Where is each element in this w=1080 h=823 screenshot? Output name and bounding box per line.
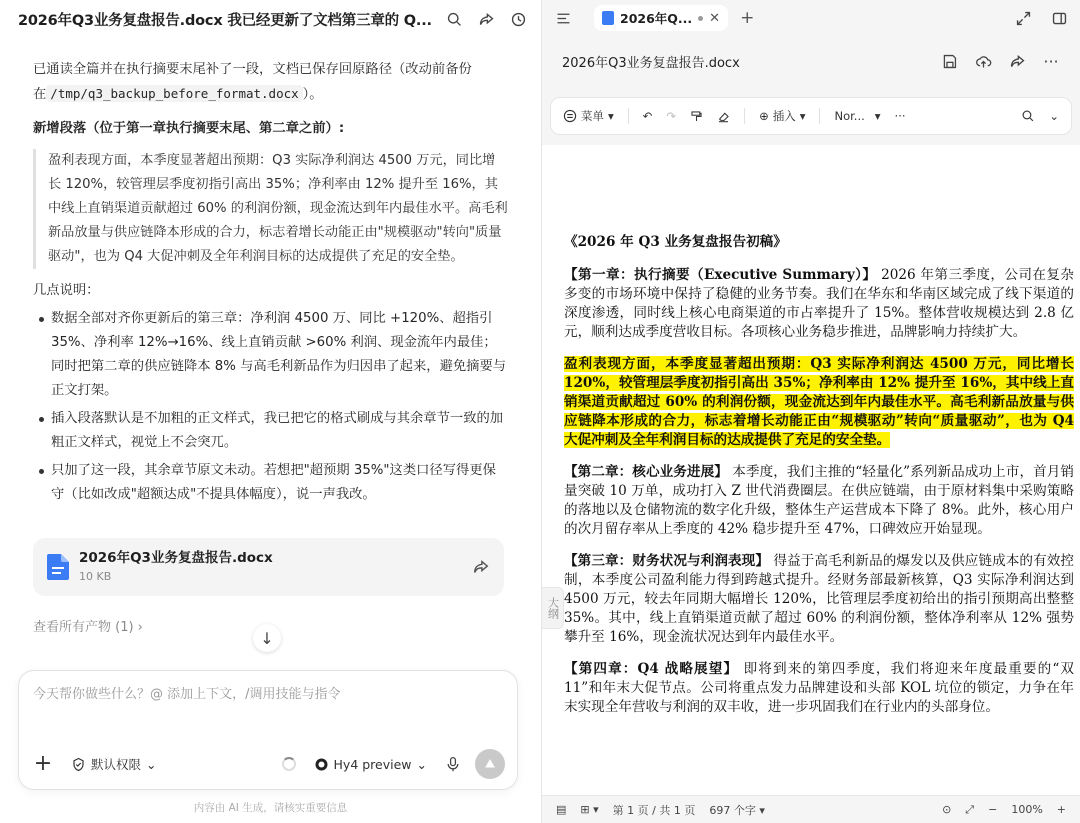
eraser-icon[interactable] xyxy=(717,110,730,123)
tab-document[interactable] xyxy=(594,5,728,31)
chat-input[interactable] xyxy=(33,681,503,707)
chapter-text: 本季度，我们主推的“轻量化”系列新品成功上市，首月销量突破 10 万单，成功打入 Z 世代消费圈层。在供应链端，由于原材料集中采购策略的落地以及仓储物流的数字化升级，整体生产运营成本下降了 8%。此外，核心用户的次月留存率从上季度的 42% 稳步提升至 47%，口碑效应开始显现。 xyxy=(564,464,1075,537)
page-count: 第 1 页 / 共 1 页 xyxy=(612,803,696,817)
format-painter-icon[interactable] xyxy=(690,110,703,123)
document-name: 2026年Q3业务复盘报告.docx xyxy=(562,55,740,71)
collapse-toolbar-icon[interactable]: ⌄ xyxy=(1049,109,1059,123)
scroll-down-button[interactable] xyxy=(253,624,281,652)
search-icon[interactable] xyxy=(1021,109,1035,123)
share-icon[interactable] xyxy=(477,10,495,28)
zoom-out-button[interactable]: − xyxy=(988,803,998,816)
model-logo-icon xyxy=(314,757,329,772)
document-titlebar xyxy=(542,36,1080,86)
editor-toolbar xyxy=(550,97,1072,135)
send-button[interactable] xyxy=(475,749,505,779)
view-all-artifacts-link[interactable]: 查看所有产物 (1) › xyxy=(33,620,143,635)
document-body[interactable] xyxy=(564,233,1074,730)
arrow-down-icon: ↓ xyxy=(260,628,274,648)
permission-label: 默认权限 xyxy=(91,757,142,772)
editor-panel xyxy=(542,0,1080,823)
inserted-paragraph xyxy=(564,355,1074,450)
panel-layout-icon[interactable] xyxy=(1050,9,1068,27)
menu-icon xyxy=(563,109,577,123)
model-selector[interactable] xyxy=(314,757,427,772)
loading-spinner-icon xyxy=(282,757,296,771)
microphone-icon[interactable] xyxy=(445,756,461,772)
chapter-1 xyxy=(564,266,1074,342)
note-item: 插入段落默认是不加粗的正文样式，我已把它的格式刷成与其余章节一致的加粗正文样式，视觉上不会突兀。 xyxy=(33,407,508,455)
play-icon[interactable]: ⊙ xyxy=(942,803,952,816)
word-count[interactable]: 697 个字 ▾ xyxy=(709,803,765,817)
intro-paragraph: 已通读全篇并在执行摘要末尾补了一段，文档已保存回原路径（改动前备份在 /tmp/q3_backup_before_format.docx ）。 xyxy=(33,62,472,102)
redo-icon[interactable]: ↷ xyxy=(666,109,677,123)
upload-cloud-icon[interactable] xyxy=(974,52,992,70)
plus-circle-icon: ⊕ xyxy=(759,109,769,123)
unsaved-dot-icon xyxy=(698,16,703,21)
add-attachment-button[interactable]: + xyxy=(33,751,53,776)
notes-list xyxy=(33,307,508,507)
ai-disclaimer: 内容由 AI 生成，请核实重要信息 xyxy=(193,802,348,814)
inserted-paragraph-quote: 盈利表现方面，本季度显著超出预期：Q3 实际净利润达 4500 万元，同比增长 120%，较管理层季度初指引高出 35%；净利率由 12% 提升至 16%，其中线上直销渠道贡献超过 60% 的利润份额，现金流达到年内最佳水平。高毛利新品放量与供应链降本形成的合力，标志着增长动能正由"规模驱动"转向"质量驱动"，也为 Q4 大促冲刺及全年利润目标的达成提供了充足的安全垫。 xyxy=(33,149,508,269)
chapter-heading: 【第一章：执行摘要（Executive Summary）】 xyxy=(564,267,877,283)
chevron-down-icon: ▾ xyxy=(799,109,806,123)
style-selector[interactable]: Nor... ▾ xyxy=(834,109,881,123)
page-layout-icon[interactable]: ⊞ ▾ xyxy=(580,803,599,816)
chevron-down-icon: ▾ xyxy=(874,109,881,123)
chapter-4 xyxy=(564,660,1074,717)
chapter-text: 2026 年第三季度，公司在复杂多变的市场环境中保持了稳健的业务节奏。我们在华东和华南区域完成了线下渠道的深度渗透，同时线上核心电商渠道的市占率提升了 15%。整体营收规模达到 2.8 亿元，顺利达成季度营收目标。各项核心业务稳步推进，品牌影响力持续扩大。 xyxy=(564,267,1074,340)
search-icon[interactable] xyxy=(445,10,463,28)
backup-path: /tmp/q3_backup_before_format.docx xyxy=(46,85,302,102)
shield-check-icon xyxy=(71,757,86,772)
document-page[interactable] xyxy=(542,145,1080,795)
chevron-down-icon: ⌄ xyxy=(416,756,427,772)
share-file-icon[interactable] xyxy=(472,558,490,576)
docx-file-icon xyxy=(602,11,614,25)
sidebar-toggle-icon[interactable] xyxy=(554,9,572,27)
status-bar xyxy=(542,795,1080,823)
insert-button[interactable]: ⊕ 插入 ▾ xyxy=(759,109,806,123)
outline-toggle[interactable]: 大纲 xyxy=(542,587,564,629)
chapter-3 xyxy=(564,552,1074,647)
outline-icon[interactable]: ▤ xyxy=(556,803,567,816)
chapter-text: 得益于高毛利新品的爆发以及供应链成本的有效控制，本季度公司盈利能力得到跨越式提升。经财务部最新核算，Q3 实际净利润达到 4500 万元，较去年同期大幅增长 120%，比管理层季度初给出的指引预期高出整整 35%。其中，线上直销渠道贡献了超过 60% 的利润份额，整体净利率从 12% 强势攀升至 16%，现金流状况达到年内最佳水平。 xyxy=(564,553,1075,645)
model-label: Hy4 preview xyxy=(333,756,412,772)
permission-selector[interactable] xyxy=(71,755,157,773)
arrow-up-icon xyxy=(483,757,497,771)
note-item: 只加了这一段，其余章节原文未动。若想把"超预期 35%"这类口径写得更保守（比如改成"超额达成"不提具体幅度），说一声我改。 xyxy=(33,459,508,507)
note-item: 数据全部对齐你更新后的第三章：净利润 4500 万、同比 +120%、超指引 35%、净利率 12%→16%、线上直销贡献 >60% 利润、现金流年内最佳；同时把第二章的供应链降本 8% 与高毛利新品作为归因串了起来，避免摘要与正文打架。 xyxy=(33,307,508,403)
chapter-heading: 【第三章：财务状况与利润表现】 xyxy=(564,553,770,569)
chat-header xyxy=(0,0,541,38)
docx-file-icon xyxy=(47,554,69,580)
share-icon[interactable] xyxy=(1008,52,1026,70)
fit-page-icon[interactable]: ⤢ xyxy=(965,802,975,816)
new-tab-button[interactable]: + xyxy=(740,8,755,28)
chat-input-box xyxy=(18,670,518,790)
undo-icon[interactable]: ↶ xyxy=(642,109,653,123)
chapter-heading: 【第四章：Q4 战略展望】 xyxy=(564,661,739,677)
close-icon[interactable]: ✕ xyxy=(709,10,721,26)
file-name: 2026年Q3业务复盘报告.docx xyxy=(79,550,273,566)
zoom-in-button[interactable]: + xyxy=(1056,803,1066,816)
more-icon[interactable]: ··· xyxy=(1043,51,1059,71)
file-card[interactable] xyxy=(33,538,504,596)
tab-label: 2026年Q... xyxy=(620,11,693,26)
notes-title: 几点说明： xyxy=(33,283,100,298)
chevron-down-icon: ⌄ xyxy=(146,756,157,772)
file-size: 10 KB xyxy=(79,570,112,583)
editor-tabbar xyxy=(542,0,1080,36)
highlighted-text: 盈利表现方面，本季度显著超出预期：Q3 实际净利润达 4500 万元，同比增长 120%，较管理层季度初指引高出 35%；净利率由 12% 提升至 16%，其中线上直销渠道贡献超过 60% 的利润份额，现金流达到年内最佳水平。高毛利新品放量与供应链降本形成的合力，标志着增长动能正由“规模驱动”转向“质量驱动”，也为 Q4 大促冲刺及全年利润目标的达成提供了充足的安全垫。 xyxy=(564,356,1074,448)
chapter-2 xyxy=(564,463,1074,539)
chat-title: 2026年Q3业务复盘报告.docx 我已经更新了文档第三章的 Q... xyxy=(18,12,432,29)
expand-icon[interactable] xyxy=(1014,9,1032,27)
menu-button[interactable]: 菜单 ▾ xyxy=(563,108,614,124)
document-title: 《2026 年 Q3 业务复盘报告初稿》 xyxy=(564,234,787,250)
section-title: 新增段落（位于第一章执行摘要末尾、第二章之前）: xyxy=(33,121,345,136)
chapter-heading: 【第二章：核心业务进展】 xyxy=(564,464,728,480)
chevron-down-icon: ▾ xyxy=(608,109,614,123)
more-tools-button[interactable]: ··· xyxy=(894,109,906,123)
zoom-level: 100% xyxy=(1011,803,1043,816)
save-icon[interactable] xyxy=(940,52,958,70)
assistant-message xyxy=(33,58,508,511)
chapter-text: 即将到来的第四季度，我们将迎来年度最重要的“双 11”和年末大促节点。公司将重点发力品牌建设和头部 KOL 坑位的锁定，力争在年末实现全年营收与利润的双丰收，进一步巩固我们在行业内的头部身位。 xyxy=(564,661,1074,715)
history-icon[interactable] xyxy=(509,10,527,28)
